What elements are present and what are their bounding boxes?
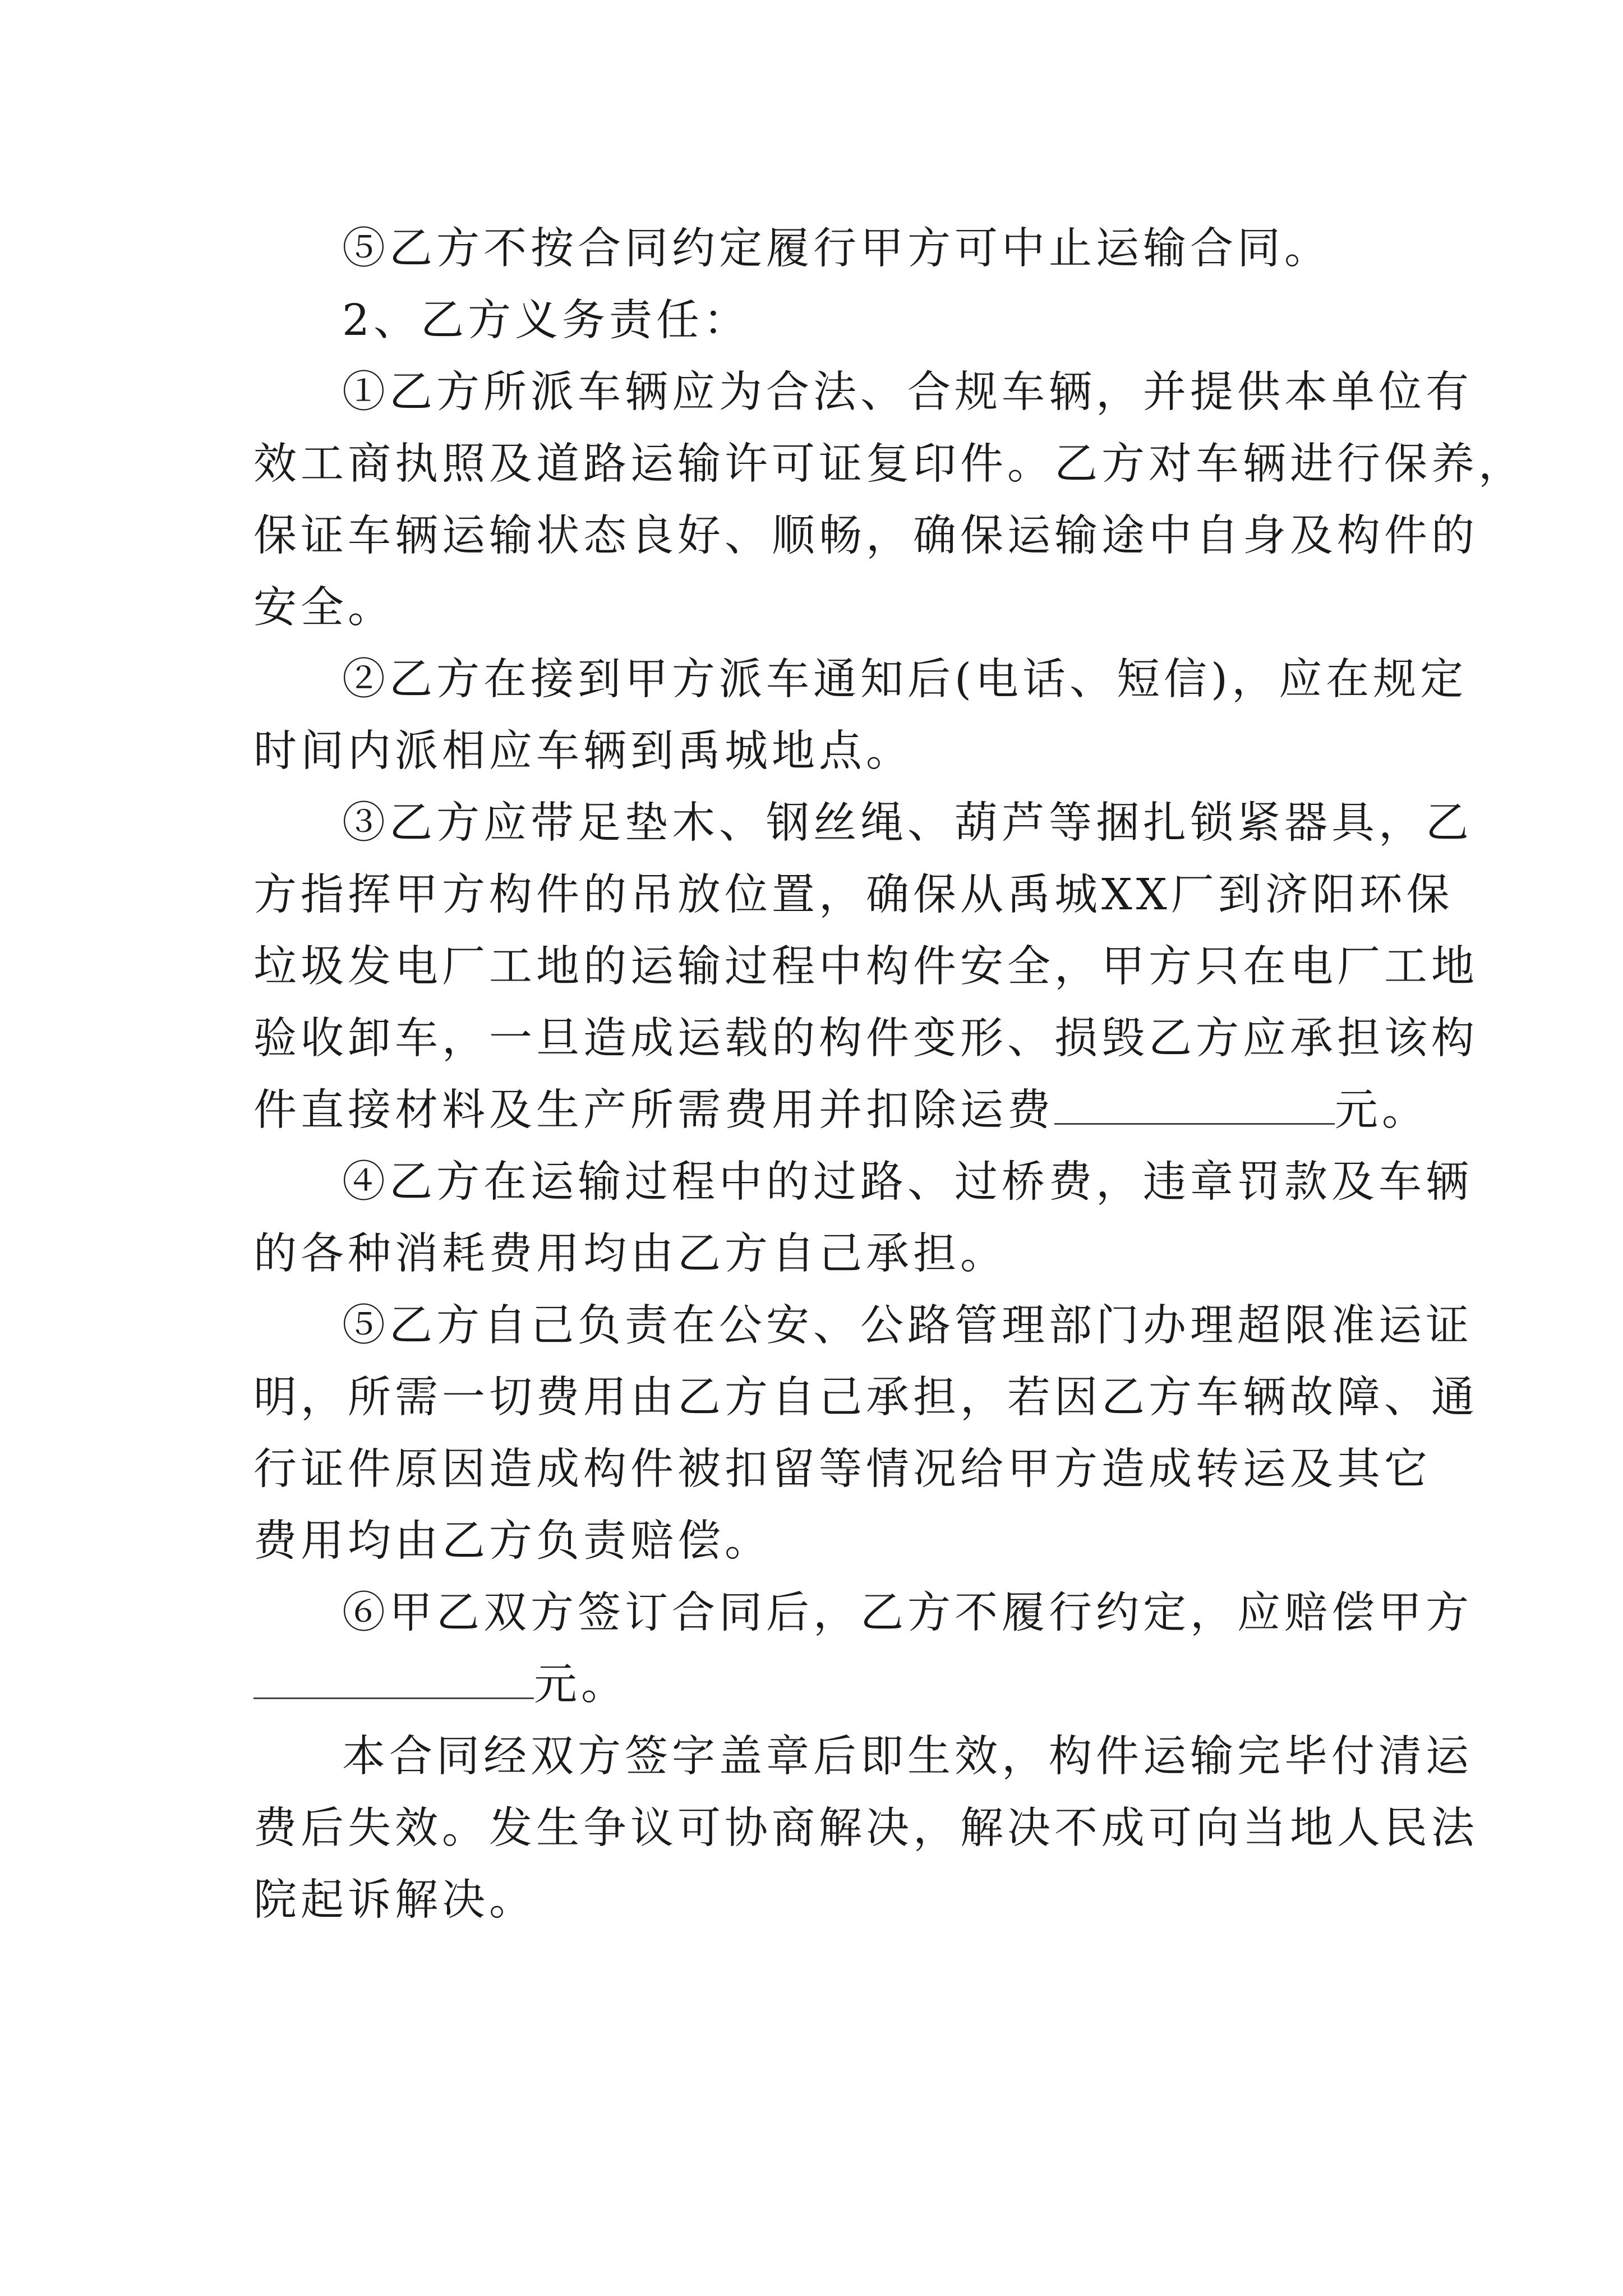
text-line: ⑤乙方自己负责在公安、公路管理部门办理超限准运证: [342, 1301, 1473, 1351]
text-segment: 元。: [534, 1660, 628, 1710]
text-line: ④乙方在运输过程中的过路、过桥费，违章罚款及车辆: [342, 1157, 1473, 1207]
text-line: ③乙方应带足垫木、钢丝绳、葫芦等捆扎锁紧器具，乙: [342, 798, 1473, 848]
text-line: 2、乙方义务责任：: [342, 296, 750, 346]
clause-b4: [253, 1147, 1473, 1290]
text-line: ②乙方在接到甲方派车通知后(电话、短信)，应在规定: [342, 655, 1468, 705]
text-line: 验收卸车，一旦造成运载的构件变形、损毁乙方应承担该构: [253, 1014, 1478, 1064]
clause-a5: [253, 213, 1381, 285]
text-line: 的各种消耗费用均由乙方自己承担。: [253, 1229, 1007, 1279]
clause-b2: [253, 644, 1468, 788]
document-body: [253, 213, 1525, 1936]
text-line: ⑤乙方不按合同约定履行甲方可中止运输合同。: [342, 224, 1331, 274]
text-line: 效工商执照及道路运输许可证复印件。乙方对车辆进行保养，: [253, 439, 1525, 489]
text-line: 时间内派相应车辆到禹城地点。: [253, 726, 913, 776]
effectiveness-clause: [253, 1721, 1478, 1936]
section-heading-party-b-duties: [253, 285, 1381, 357]
text-line: ⑥甲乙双方签订合同后，乙方不履行约定，应赔偿甲方: [342, 1588, 1473, 1638]
text-line: 方指挥甲方构件的吊放位置，确保从禹城XX厂到济阳环保: [253, 870, 1454, 920]
compensation-amount-blank: [253, 1664, 534, 1699]
text-segment: 元。: [1335, 1085, 1429, 1135]
freight-deduction-blank: [1054, 1089, 1335, 1125]
text-line: 保证车辆运输状态良好、顺畅，确保运输途中自身及构件的: [253, 511, 1478, 561]
text-line: 费后失效。发生争议可协商解决，解决不成可向当地人民法: [253, 1803, 1478, 1853]
text-line: 院起诉解决。: [253, 1875, 536, 1925]
clause-b6: [253, 1577, 1473, 1721]
text-line: 费用均由乙方负责赔偿。: [253, 1516, 772, 1566]
text-line: 垃圾发电厂工地的运输过程中构件安全，甲方只在电厂工地: [253, 942, 1478, 992]
text-line: 本合同经双方签字盖章后即生效，构件运输完毕付清运: [342, 1732, 1473, 1782]
clause-b3: [253, 788, 1478, 1147]
text-line: [253, 1649, 1381, 1721]
text-line: ①乙方所派车辆应为合法、合规车辆，并提供本单位有: [342, 367, 1473, 417]
clause-b5: [253, 1290, 1478, 1577]
clause-b1: [253, 357, 1525, 644]
text-line: 安全。: [253, 583, 395, 633]
text-segment: 件直接材料及生产所需费用并扣除运费: [253, 1085, 1054, 1135]
text-line: [253, 1075, 1429, 1147]
text-line: 行证件原因造成构件被扣留等情况给甲方造成转运及其它: [253, 1444, 1431, 1494]
text-line: 明，所需一切费用由乙方自己承担，若因乙方车辆故障、通: [253, 1373, 1478, 1423]
